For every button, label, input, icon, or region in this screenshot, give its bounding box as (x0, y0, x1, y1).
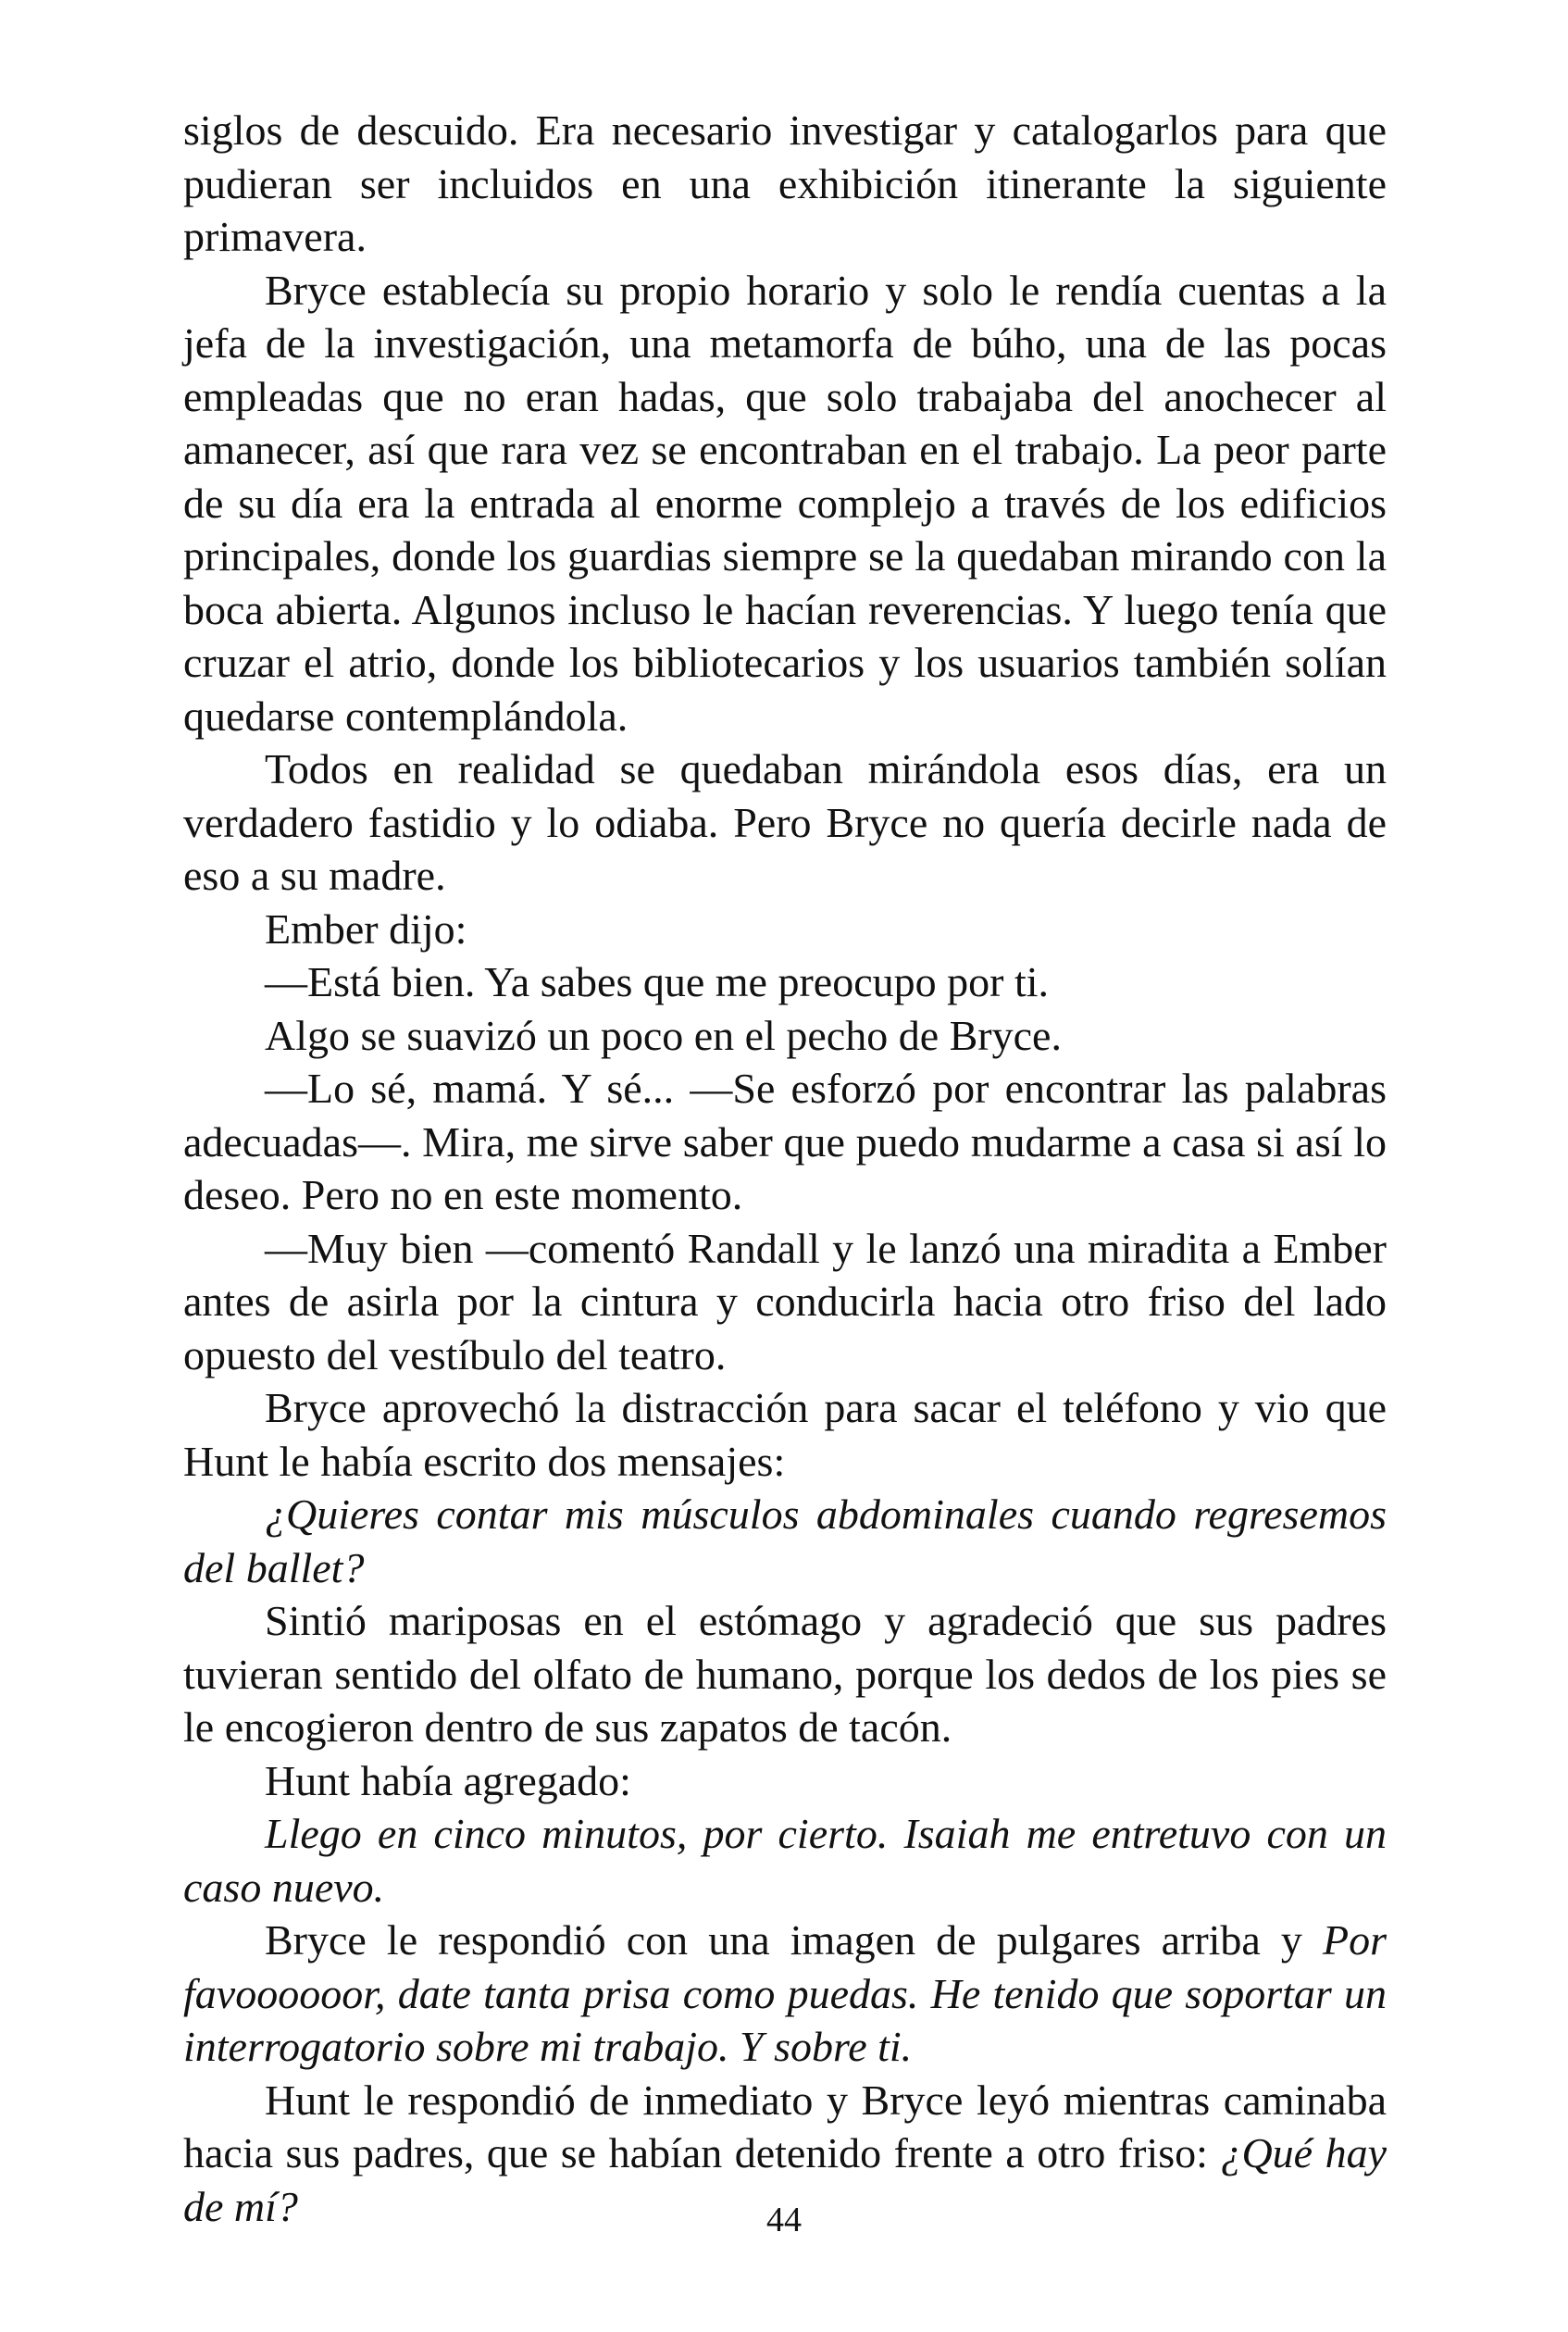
paragraph: Sintió mariposas en el estómago y agradeció que sus padres tuvieran sentido del olfato de humano, porque los dedos de los pies se le encogieron dentro de sus zapatos de tacón. (183, 1597, 1387, 1751)
dialogue-line: —Muy bien —comentó Randall y le lanzó una miradita a Ember antes de asirla por la cintura y conducirla hacia otro friso del lado opuesto del vestíbulo del teatro. (183, 1224, 1387, 1378)
paragraph-mixed (183, 1914, 1387, 2074)
paragraph: Ember dijo: (265, 904, 467, 953)
paragraph-italic-part: Por favoooooor, date tanta prisa como puedas. He tenido que soportar un interrogatorio sobre mi trabajo. Y sobre ti. (183, 1916, 1387, 2070)
book-page-text (183, 104, 1387, 2233)
paragraph: Todos en realidad se quedaban mirándola esos días, era un verdadero fastidio y lo odiaba. Pero Bryce no quería decirle nada de eso a su madre. (183, 745, 1387, 899)
paragraph: Bryce establecía su propio horario y solo le rendía cuentas a la jefa de la investigación, una metamorfa de búho, una de las pocas empleadas que no eran hadas, que solo trabajaba del anochecer al amanecer, así que rara vez se encontraban en el trabajo. La peor parte de su día era la entrada al enorme complejo a través de los edificios principales, donde los guardias siempre se la quedaban mirando con la boca abierta. Algunos incluso le hacían reverencias. Y luego tenía que cruzar el atrio, donde los bibliotecarios y los usuarios también solían quedarse contemplándola. (183, 266, 1387, 740)
paragraph: Bryce aprovechó la distracción para sacar el teléfono y vio que Hunt le había escrito dos mensajes: (183, 1384, 1387, 1485)
paragraph: Algo se suavizó un poco en el pecho de Bryce. (265, 1011, 1062, 1059)
page-number: 44 (766, 2201, 802, 2239)
paragraph-roman-part: Hunt le respondió de inmediato y Bryce leyó mientras caminaba hacia sus padres, que se habían detenido frente a otro friso: (183, 2076, 1387, 2176)
dialogue-line: —Está bien. Ya sabes que me preocupo por ti. (265, 958, 1050, 1005)
text-message: ¿Quieres contar mis músculos abdominales cuando regresemos del ballet? (183, 1490, 1387, 1591)
paragraph-roman-part: Bryce le respondió con una imagen de pulgares arriba y (265, 1916, 1323, 1964)
paragraph: Hunt había agregado: (265, 1756, 631, 1804)
dialogue-line: —Lo sé, mamá. Y sé... —Se esforzó por encontrar las palabras adecuadas—. Mira, me sirve saber que puedo mudarme a casa si así lo deseo. Pero no en este momento. (183, 1065, 1387, 1218)
paragraph-continuation: siglos de descuido. Era necesario investigar y catalogarlos para que pudieran ser incluidos en una exhibición itinerante la siguiente primavera. (183, 106, 1387, 260)
paragraph-italic-part: ¿Qué hay de mí? (183, 2129, 1388, 2230)
text-message: Llego en cinco minutos, por cierto. Isaiah me entretuvo con un caso nuevo. (183, 1810, 1387, 1911)
